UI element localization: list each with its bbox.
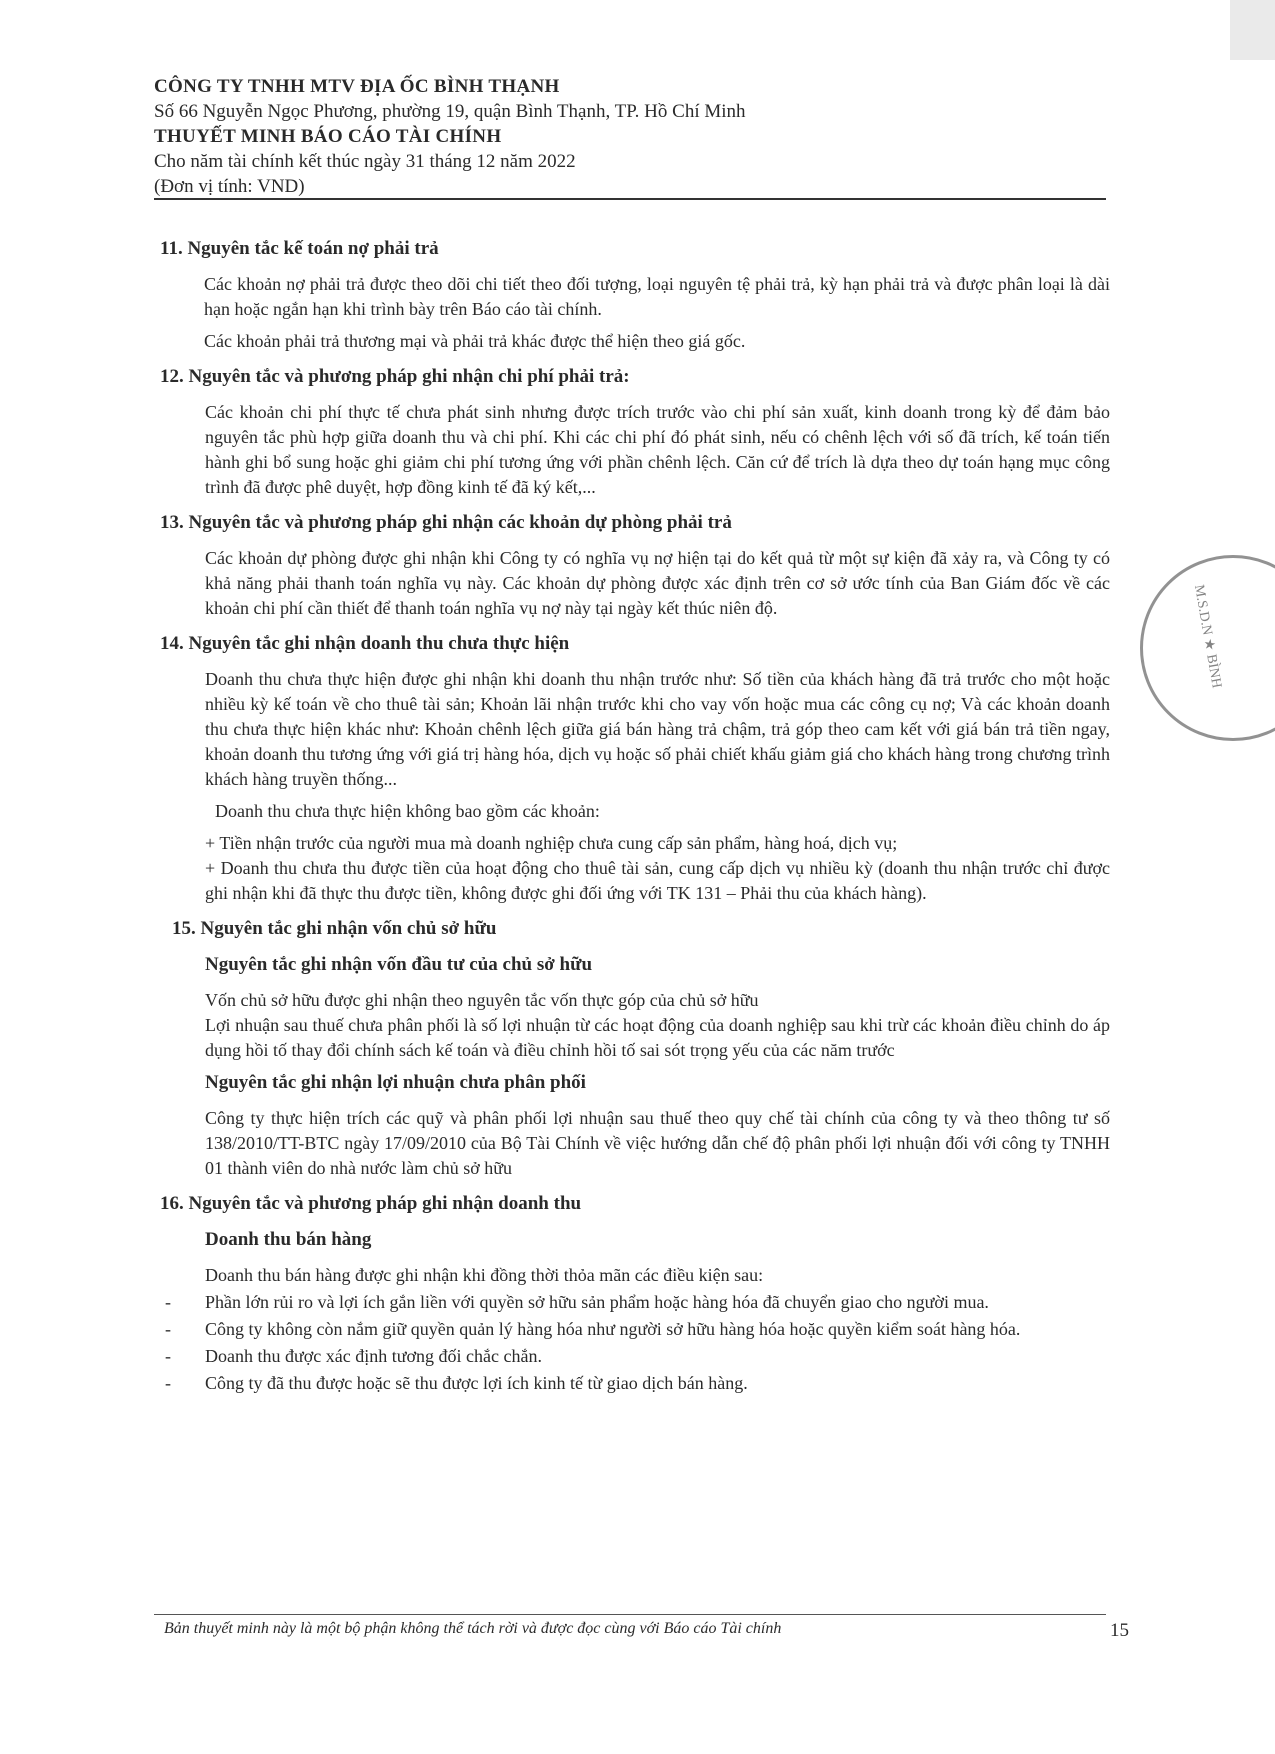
paragraph: Các khoản nợ phải trả được theo dõi chi tiết theo đối tượng, loại nguyên tệ phải trả, kỳ hạn phải trả và được phân loại là dài hạn hoặc ngắn hạn khi trình bày trên Báo cáo tài chính. [204,274,1110,319]
section-heading: 11. Nguyên tắc kế toán nợ phải trả [160,238,439,259]
document-body [160,236,1110,1406]
section-15 [160,916,1110,1181]
condition-list [205,1290,1110,1396]
document-header [154,74,1104,199]
section-16 [160,1191,1110,1396]
paragraph: Vốn chủ sở hữu được ghi nhận theo nguyên tắc vốn thực góp của chủ sở hữu [205,990,759,1010]
seal-text: M.S.D.N ★ BÌNH [1190,583,1224,690]
paragraph: Doanh thu chưa thực hiện không bao gồm các khoản: [215,801,600,821]
subsection-heading: Doanh thu bán hàng [205,1229,372,1250]
company-seal [1140,555,1275,741]
paragraph: + Doanh thu chưa thu được tiền của hoạt động cho thuê tài sản, cung cấp dịch vụ nhiều kỳ (doanh thu nhận trước chỉ được ghi nhận khi đã thực thu được tiền, không được ghi đối ứng với TK 131 – Phải thu của khách hàng). [205,858,1110,903]
company-address: Số 66 Nguyễn Ngọc Phương, phường 19, quận Bình Thạnh, TP. Hồ Chí Minh [154,101,746,122]
list-item: - Công ty đã thu được hoặc sẽ thu được lợi ích kinh tế từ giao dịch bán hàng. [205,1371,1110,1396]
list-item: - Công ty không còn nắm giữ quyền quản lý hàng hóa như người sở hữu hàng hóa hoặc quyền kiểm soát hàng hóa. [205,1317,1110,1342]
scan-edge-shadow [1230,0,1275,60]
list-item: - Doanh thu được xác định tương đối chắc chắn. [205,1344,1110,1369]
company-name: CÔNG TY TNHH MTV ĐỊA ỐC BÌNH THẠNH [154,76,560,97]
paragraph: Doanh thu bán hàng được ghi nhận khi đồng thời thỏa mãn các điều kiện sau: [205,1265,764,1285]
list-item: - Phần lớn rủi ro và lợi ích gắn liền với quyền sở hữu sản phẩm hoặc hàng hóa đã chuyển giao cho người mua. [205,1290,1110,1315]
section-heading: 14. Nguyên tắc ghi nhận doanh thu chưa thực hiện [160,633,570,654]
section-heading: 15. Nguyên tắc ghi nhận vốn chủ sở hữu [172,918,497,939]
section-13 [160,510,1110,621]
subsection-heading: Nguyên tắc ghi nhận vốn đầu tư của chủ sở hữu [205,954,593,975]
paragraph: Công ty thực hiện trích các quỹ và phân phối lợi nhuận sau thuế theo quy chế tài chính của công ty và theo thông tư số 138/2010/TT-BTC ngày 17/09/2010 của Bộ Tài Chính về việc hướng dẫn chế độ phân phối lợi nhuận đối với công ty TNHH 01 thành viên do nhà nước làm chủ sở hữu [205,1108,1110,1178]
report-title: THUYẾT MINH BÁO CÁO TÀI CHÍNH [154,126,502,147]
paragraph: Các khoản phải trả thương mại và phải trả khác được thể hiện theo giá gốc. [204,331,746,351]
section-11 [160,236,1110,354]
report-period: Cho năm tài chính kết thúc ngày 31 tháng 12 năm 2022 [154,151,576,172]
paragraph: Lợi nhuận sau thuế chưa phân phối là số lợi nhuận từ các hoạt động của doanh nghiệp sau khi trừ các khoản điều chỉnh do áp dụng hồi tố thay đổi chính sách kế toán và điều chỉnh hồi tố sai sót trọng yếu của các năm trước [205,1015,1110,1060]
section-heading: 13. Nguyên tắc và phương pháp ghi nhận các khoản dự phòng phải trả [160,512,732,533]
paragraph: Các khoản chi phí thực tế chưa phát sinh nhưng được trích trước vào chi phí sản xuất, kinh doanh trong kỳ để đảm bảo nguyên tắc phù hợp giữa doanh thu và chi phí. Khi các chi phí đó phát sinh, nếu có chênh lệch với số đã trích, kế toán tiến hành ghi bổ sung hoặc ghi giảm chi phí tương ứng với phần chênh lệch. Căn cứ để trích là dựa theo dự toán hạng mục công trình đã được phê duyệt, hợp đồng kinh tế đã ký kết,... [205,402,1110,497]
section-12 [160,364,1110,500]
paragraph: Các khoản dự phòng được ghi nhận khi Công ty có nghĩa vụ nợ hiện tại do kết quả từ một sự kiện đã xảy ra, và Công ty có khả năng phải thanh toán nghĩa vụ này. Các khoản dự phòng được xác định trên cơ sở ước tính của Ban Giám đốc về các khoản chi phí cần thiết để thanh toán nghĩa vụ nợ này tại ngày kết thúc niên độ. [205,548,1110,618]
footer-divider [154,1614,1106,1615]
section-heading: 12. Nguyên tắc và phương pháp ghi nhận chi phí phải trả: [160,366,630,387]
paragraph: Doanh thu chưa thực hiện được ghi nhận khi doanh thu nhận trước như: Số tiền của khách hàng đã trả trước cho một hoặc nhiều kỳ kế toán về cho thuê tài sản; Khoản lãi nhận trước khi cho vay vốn hoặc mua các công cụ nợ; Và các khoản doanh thu chưa thực hiện khác như: Khoản chênh lệch giữa giá bán hàng trả chậm, trả góp theo cam kết với giá bán trả tiền ngay, khoản doanh thu tương ứng với giá trị hàng hóa, dịch vụ hoặc số phải chiết khấu giảm giá cho khách hàng trong chương trình khách hàng truyền thống... [205,669,1110,789]
paragraph: + Tiền nhận trước của người mua mà doanh nghiệp chưa cung cấp sản phẩm, hàng hoá, dịch vụ; [205,833,898,853]
page-number: 15 [1110,1620,1129,1641]
subsection-heading: Nguyên tắc ghi nhận lợi nhuận chưa phân phối [205,1072,586,1093]
footer-note: Bản thuyết minh này là một bộ phận không thể tách rời và được đọc cùng với Báo cáo Tài chính [164,1620,782,1637]
section-heading: 16. Nguyên tắc và phương pháp ghi nhận doanh thu [160,1193,582,1214]
currency-unit: (Đơn vị tính: VND) [154,176,305,197]
section-14 [160,631,1110,906]
header-divider [154,198,1106,200]
